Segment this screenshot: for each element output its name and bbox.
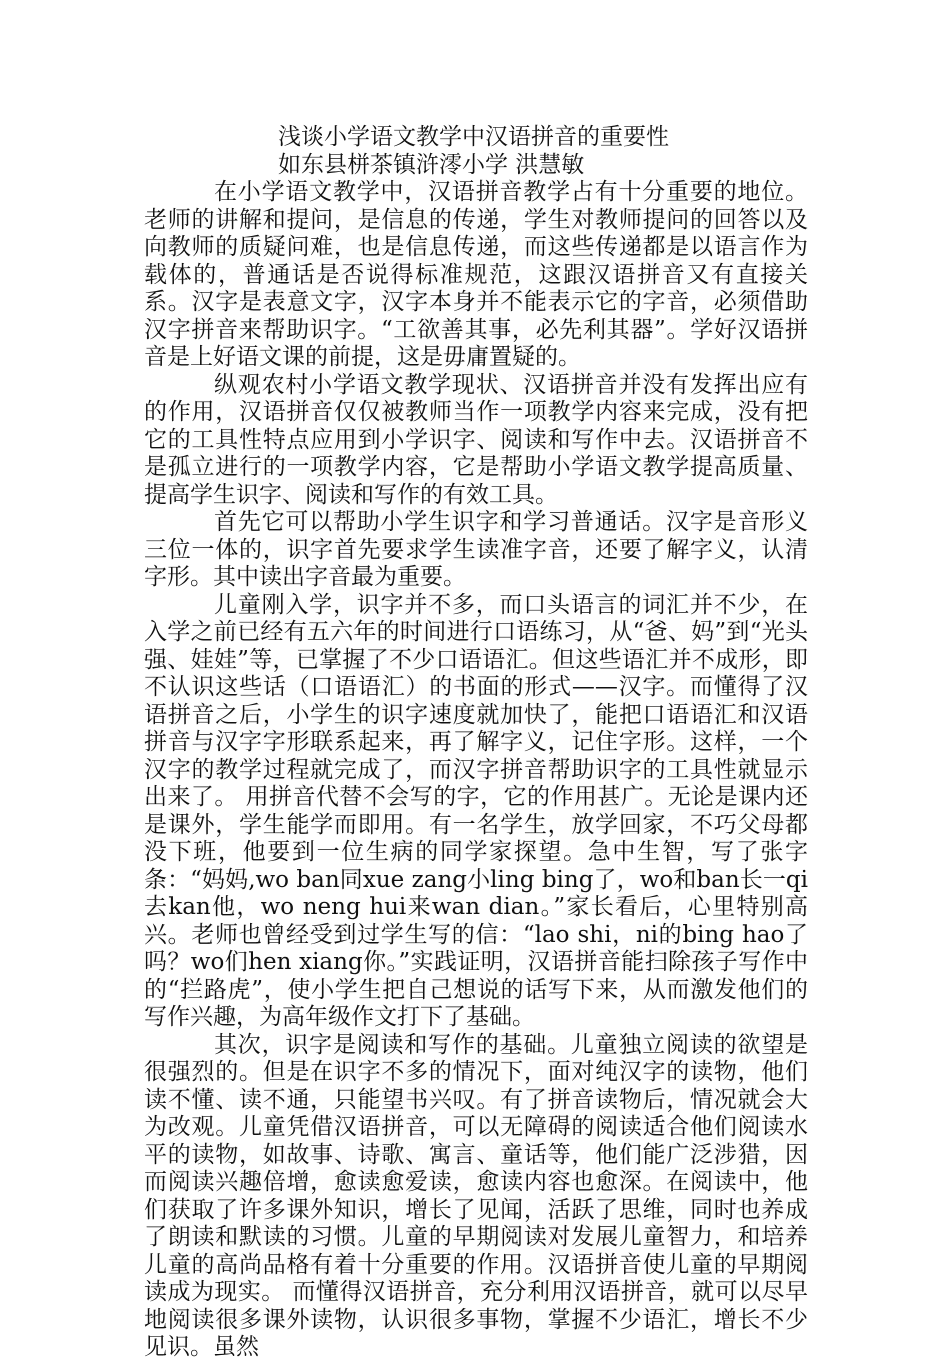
paragraph-1: 在小学语文教学中，汉语拼音教学占有十分重要的地位。老师的讲解和提问，是信息的传递，学生对教师提问的回答以及向教师的质疑问难，也是信息传递，而这些传递都是以语言作为载体的，普通话是否说得标准规范，这跟汉语拼音又有直接关系。汉字是表意文字，汉字本身并不能表示它的字音，必须借助汉字拼音来帮助识字。“工欲善其事，必先利其器”。学好汉语拼音是上好语文课的前提，这是毋庸置疑的。 [144, 179, 808, 370]
document-body [144, 124, 808, 1362]
paragraph-2: 纵观农村小学语文教学现状、汉语拼音并没有发挥出应有的作用，汉语拼音仅仅被教师当作一项教学内容来完成，没有把它的工具性特点应用到小学识字、阅读和写作中去。汉语拼音不是孤立进行的一项教学内容，它是帮助小学语文教学提高质量、提高学生识字、阅读和写作的有效工具。 [144, 371, 808, 508]
paragraph-4: 儿童刚入学，识字并不多，而口头语言的词汇并不少，在入学之前已经有五六年的时间进行口语练习，从“爸、妈”到“光头强、娃娃”等，已掌握了不少口语语汇。但这些语汇并不成形，即不认识这些话（口语语汇）的书面的形式——汉字。而懂得了汉语拼音之后，小学生的识字速度就加快了，能把口语语汇和汉语拼音与汉字字形联系起来，再了解字义，记住字形。这样，一个汉字的教学过程就完成了，而汉字拼音帮助识字的工具性就显示出来了。 用拼音代替不会写的字，它的作用甚广。无论是课内还是课外，学生能学而即用。有一名学生，放学回家，不巧父母都没下班，他要到一位生病的同学家探望。急中生智，写了张字条：“妈妈,wo ban同xue zang小ling bing了，wo和ban长一qi去kan他，wo neng hui来wan dian。”家长看后，心里特别高兴。老师也曾经受到过学生写的信：“lao shi，ni的bing hao了吗？wo们hen xiang你。”实践证明，汉语拼音能扫除孩子写作中的“拦路虎”，使小学生把自己想说的话写下来，从而激发他们的写作兴趣，为高年级作文打下了基础。 [144, 591, 808, 1030]
paragraph-3: 首先它可以帮助小学生识字和学习普通话。汉字是音形义三位一体的，识字首先要求学生读准字音，还要了解字义，认清字形。其中读出字音最为重要。 [144, 509, 808, 590]
paragraph-5: 其次，识字是阅读和写作的基础。儿童独立阅读的欲望是很强烈的。但是在识字不多的情况下，面对纯汉字的读物，他们读不懂、读不通，只能望书兴叹。有了拼音读物后，情况就会大为改观。儿童凭借汉语拼音，可以无障碍的阅读适合他们阅读水平的读物，如故事、诗歌、寓言、童话等，他们能广泛涉猎，因而阅读兴趣倍增，愈读愈爱读，愈读内容也愈深。在阅读中，他们获取了许多课外知识，增长了见闻，活跃了思维，同时也养成了朗读和默读的习惯。儿童的早期阅读对发展儿童智力，和培养儿童的高尚品格有着十分重要的作用。汉语拼音使儿童的早期阅读成为现实。 而懂得汉语拼音，充分利用汉语拼音，就可以尽早地阅读很多课外读物，认识很多事物，掌握不少语汇，增长不少见识。虽然 [144, 1031, 808, 1360]
author-line: 如东县栟茶镇浒澪小学 洪慧敏 [278, 151, 585, 178]
document-title: 浅谈小学语文教学中汉语拼音的重要性 [278, 124, 669, 150]
